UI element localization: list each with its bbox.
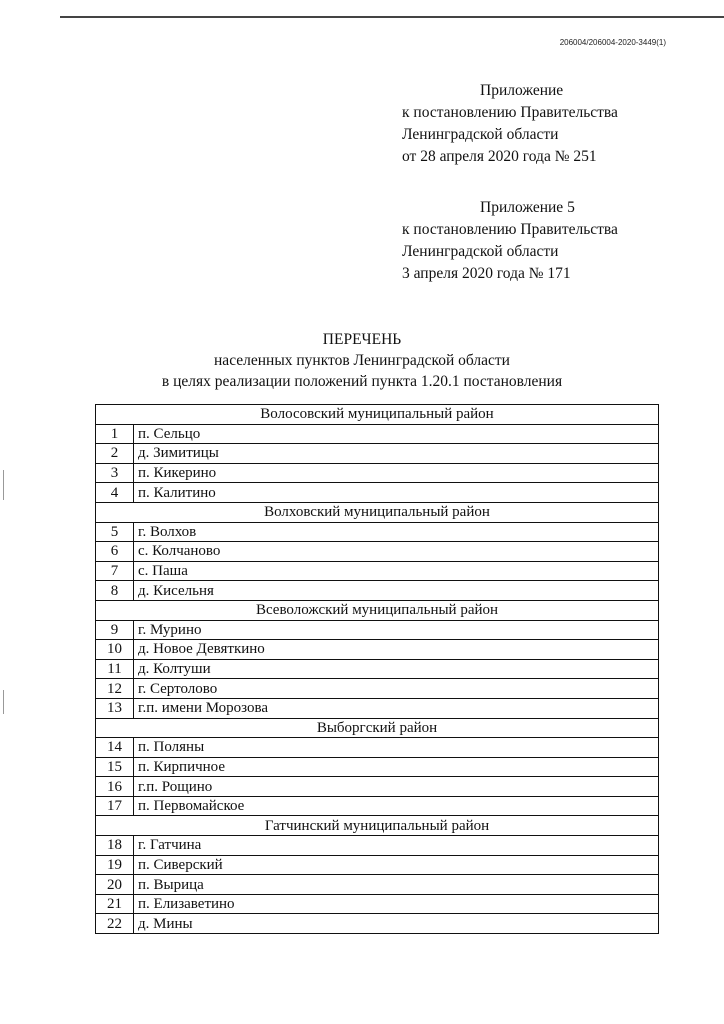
row-number: 16 (96, 777, 134, 797)
settlement-name: п. Калитино (134, 483, 659, 503)
settlement-name: г. Волхов (134, 522, 659, 542)
table-row (96, 679, 659, 699)
row-number: 3 (96, 463, 134, 483)
table-row (96, 894, 659, 914)
row-number: 1 (96, 424, 134, 444)
row-number: 18 (96, 836, 134, 856)
settlement-name: п. Елизаветино (134, 894, 659, 914)
appendix-block-2 (402, 197, 618, 285)
appendix-block-1 (402, 80, 618, 168)
settlement-name: д. Колтуши (134, 659, 659, 679)
row-number: 17 (96, 796, 134, 816)
appendix-line: к постановлению Правительства (402, 221, 618, 238)
settlement-name: г. Сертолово (134, 679, 659, 699)
row-number: 8 (96, 581, 134, 601)
row-number: 19 (96, 855, 134, 875)
row-number: 22 (96, 914, 134, 934)
row-number: 6 (96, 542, 134, 562)
settlement-name: г. Мурино (134, 620, 659, 640)
scan-edge-mark (3, 690, 4, 714)
table-row (96, 640, 659, 660)
district-name: Волосовский муниципальный район (96, 405, 659, 425)
settlement-name: д. Новое Девяткино (134, 640, 659, 660)
settlement-name: д. Зимитицы (134, 444, 659, 464)
settlements-table (95, 404, 659, 934)
row-number: 14 (96, 738, 134, 758)
document-id: 206004/206004-2020-3449(1) (559, 38, 666, 47)
row-number: 7 (96, 561, 134, 581)
appendix-title: Приложение 5 (480, 199, 575, 216)
appendix-line: 3 апреля 2020 года № 171 (402, 265, 571, 282)
row-number: 21 (96, 894, 134, 914)
settlement-name: п. Первомайское (134, 796, 659, 816)
district-name: Всеволожский муниципальный район (96, 600, 659, 620)
row-number: 9 (96, 620, 134, 640)
settlement-name: г. Гатчина (134, 836, 659, 856)
row-number: 5 (96, 522, 134, 542)
table-row (96, 620, 659, 640)
table-row (96, 777, 659, 797)
table-row (96, 444, 659, 464)
settlement-name: д. Кисельня (134, 581, 659, 601)
table-row (96, 875, 659, 895)
settlement-name: г.п. Рощино (134, 777, 659, 797)
table-row (96, 522, 659, 542)
table-row (96, 659, 659, 679)
row-number: 10 (96, 640, 134, 660)
appendix-line: Ленинградской области (402, 126, 559, 143)
table-row (96, 424, 659, 444)
row-number: 20 (96, 875, 134, 895)
appendix-line: к постановлению Правительства (402, 104, 618, 121)
table-row (96, 542, 659, 562)
settlement-name: с. Колчаново (134, 542, 659, 562)
table-row (96, 463, 659, 483)
settlement-name: п. Поляны (134, 738, 659, 758)
scan-top-border (60, 16, 724, 18)
settlement-name: г.п. имени Морозова (134, 698, 659, 718)
district-header-row (96, 718, 659, 738)
appendix-line: от 28 апреля 2020 года № 251 (402, 148, 597, 165)
settlement-name: п. Вырица (134, 875, 659, 895)
district-header-row (96, 816, 659, 836)
table-row (96, 483, 659, 503)
row-number: 13 (96, 698, 134, 718)
settlement-name: д. Мины (134, 914, 659, 934)
settlement-name: п. Кирпичное (134, 757, 659, 777)
table-row (96, 836, 659, 856)
district-header-row (96, 405, 659, 425)
district-header-row (96, 600, 659, 620)
table-row (96, 855, 659, 875)
district-header-row (96, 502, 659, 522)
table-row (96, 796, 659, 816)
district-name: Выборгский район (96, 718, 659, 738)
row-number: 12 (96, 679, 134, 699)
district-name: Волховский муниципальный район (96, 502, 659, 522)
row-number: 4 (96, 483, 134, 503)
heading-title: ПЕРЕЧЕНЬ (322, 331, 402, 348)
table-row (96, 738, 659, 758)
settlement-name: п. Кикерино (134, 463, 659, 483)
appendix-title: Приложение (480, 82, 564, 99)
settlement-name: п. Сиверский (134, 855, 659, 875)
table-row (96, 698, 659, 718)
heading-line: населенных пунктов Ленинградской области (214, 352, 510, 369)
row-number: 2 (96, 444, 134, 464)
scan-edge-mark (3, 470, 4, 500)
table-row (96, 914, 659, 934)
settlement-name: п. Сельцо (134, 424, 659, 444)
row-number: 11 (96, 659, 134, 679)
row-number: 15 (96, 757, 134, 777)
table-row (96, 757, 659, 777)
appendix-line: Ленинградской области (402, 243, 559, 260)
settlement-name: с. Паша (134, 561, 659, 581)
document-heading (0, 329, 724, 392)
table-row (96, 561, 659, 581)
heading-line: в целях реализации положений пункта 1.20.1 постановления (161, 373, 563, 390)
district-name: Гатчинский муниципальный район (96, 816, 659, 836)
table-row (96, 581, 659, 601)
